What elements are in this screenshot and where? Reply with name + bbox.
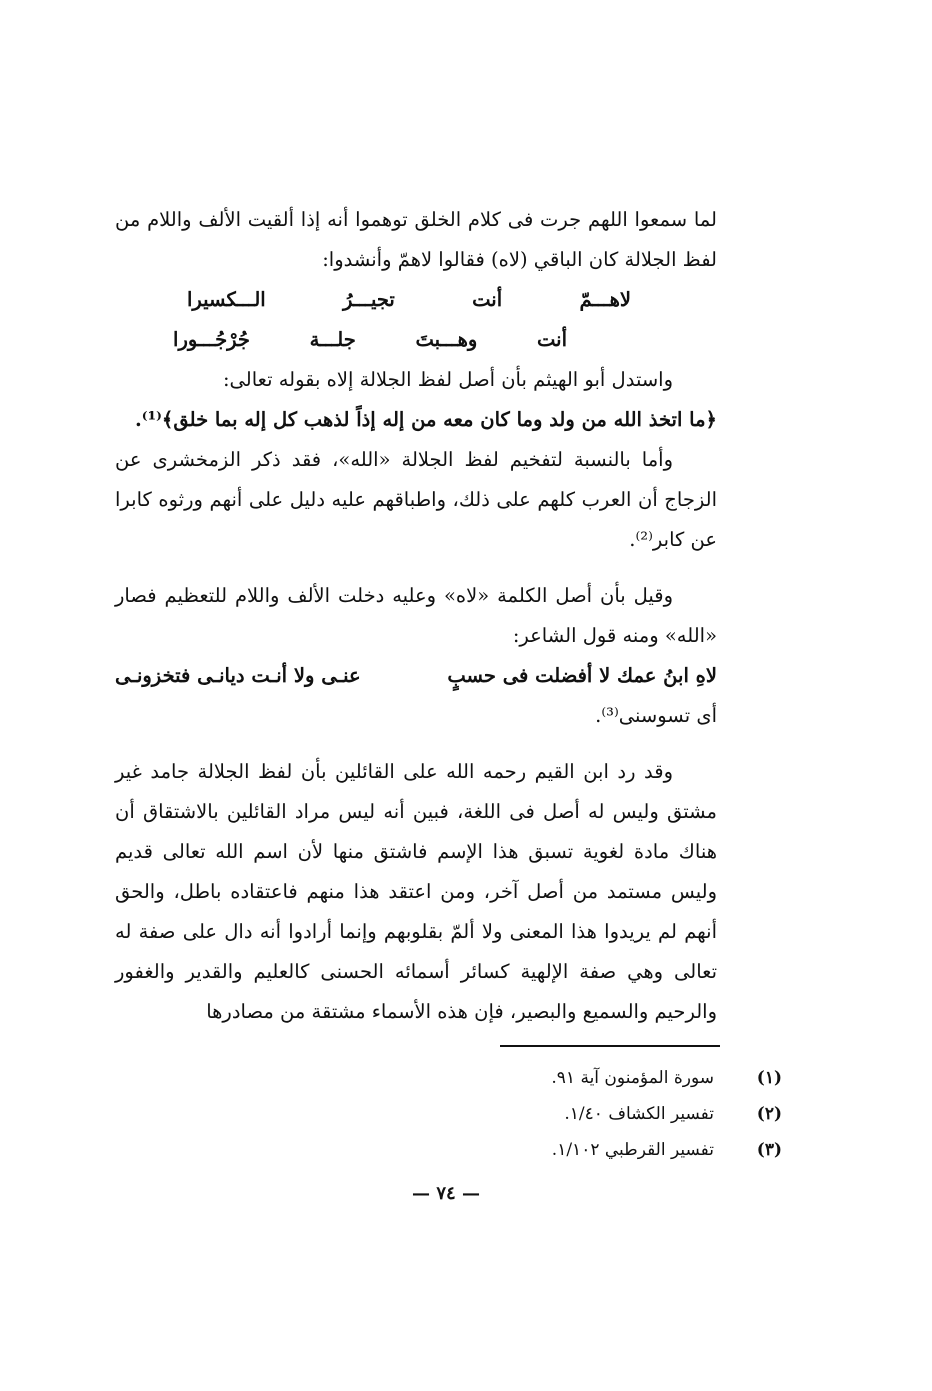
verse-word: الـــكسيرا bbox=[187, 288, 266, 311]
verse-line-1 bbox=[115, 280, 717, 320]
paragraph-4: وقيل بأن أصل الكلمة «لاه» وعليه دخلت الألف واللام للتعظيم فصار «الله» ومنه قول الشاعر: bbox=[115, 584, 717, 647]
poem-hemistich-first: لاهِ ابنُ عمك لا أفضلت فى حسبٍ bbox=[447, 664, 717, 687]
paragraph-1: لما سمعوا اللهم جرت فى كلام الخلق توهموا أنه إذا ألقيت الألف واللام من لفظ الجلالة كان الباقي (لاه) فقالوا لاهمّ وأنشدوا: bbox=[115, 208, 717, 271]
footnote-text: سورة المؤمنون آية ٩١. bbox=[551, 1068, 714, 1088]
footnote-text: تفسير القرطبي ١/١٠٢. bbox=[551, 1140, 714, 1160]
main-text bbox=[115, 200, 717, 1032]
footnote-item bbox=[300, 1060, 782, 1096]
verse-word: أنت bbox=[537, 328, 567, 351]
footnote-number: (٢) bbox=[756, 1104, 782, 1124]
verse-word: وهـــبتَ bbox=[415, 328, 478, 351]
paragraph-3: وأما بالنسبة لتفخيم لفظ الجلالة «الله»، فقد ذكر الزمخشرى عن الزجاج أن العرب كلهم على ذلك، واطباقهم عليه دليل على أنهم ورثوه كابرا عن كابر⁽²⁾. bbox=[115, 448, 717, 551]
verse-line-2 bbox=[115, 320, 717, 360]
poem-line bbox=[115, 656, 717, 696]
verse-word: جلـــة bbox=[309, 328, 356, 351]
verse-word: جُرْجُـــورا bbox=[173, 328, 250, 351]
footnote-number: (٣) bbox=[756, 1140, 782, 1160]
footnote-text: تفسير الكشاف ١/٤٠. bbox=[564, 1104, 714, 1124]
footnotes bbox=[300, 1060, 782, 1168]
footnote-item bbox=[300, 1132, 782, 1168]
verse-word: أنت bbox=[472, 288, 503, 311]
verse-word: لاهـــمّ bbox=[579, 288, 631, 311]
paragraph-6: وقد رد ابن القيم رحمه الله على القائلين بأن لفظ الجلالة جامد غير مشتق وليس له أصل فى اللغة، فبين أنه ليس مراد القائلين بالاشتقاق أن هناك مادة لغوية تسبق هذا الإسم فاشتق منها لأن اسم الله تعالى قديم وليس مستمد من أصل آخر، ومن اعتقد هذا منهم فاعتقاده باطل، والحق أنهم لم يريدوا هذا المعنى ولا ألمّ بقلوبهم وإنما أرادوا أنه دال على صفة له تعالى وهي صفة الإلهية كسائر أسمائه الحسنى كالعليم والقدير والغفور والرحيم والسميع والبصير، فإن هذه الأسماء مشتقة من مصادرها bbox=[115, 760, 717, 1023]
footnote-item bbox=[300, 1096, 782, 1132]
poem-hemistich-second: عنـى ولا أنـت ديانـى فتخزونـى bbox=[115, 664, 361, 687]
paragraph-2: واستدل أبو الهيثم بأن أصل لفظ الجلالة إلاه بقوله تعالى: bbox=[222, 368, 673, 391]
footnote-divider bbox=[500, 1045, 720, 1047]
quran-verse: ﴿ما اتخذ الله من ولد وما كان معه من إله إذاً لذهب كل إله بما خلق﴾⁽¹⁾. bbox=[134, 408, 717, 431]
page-number: — ٧٤ — bbox=[412, 1183, 480, 1204]
paragraph-5: أى تسوسنى⁽³⁾. bbox=[595, 704, 717, 727]
footnote-number: (١) bbox=[756, 1068, 782, 1088]
verse-word: تجيـــرُ bbox=[343, 288, 395, 311]
